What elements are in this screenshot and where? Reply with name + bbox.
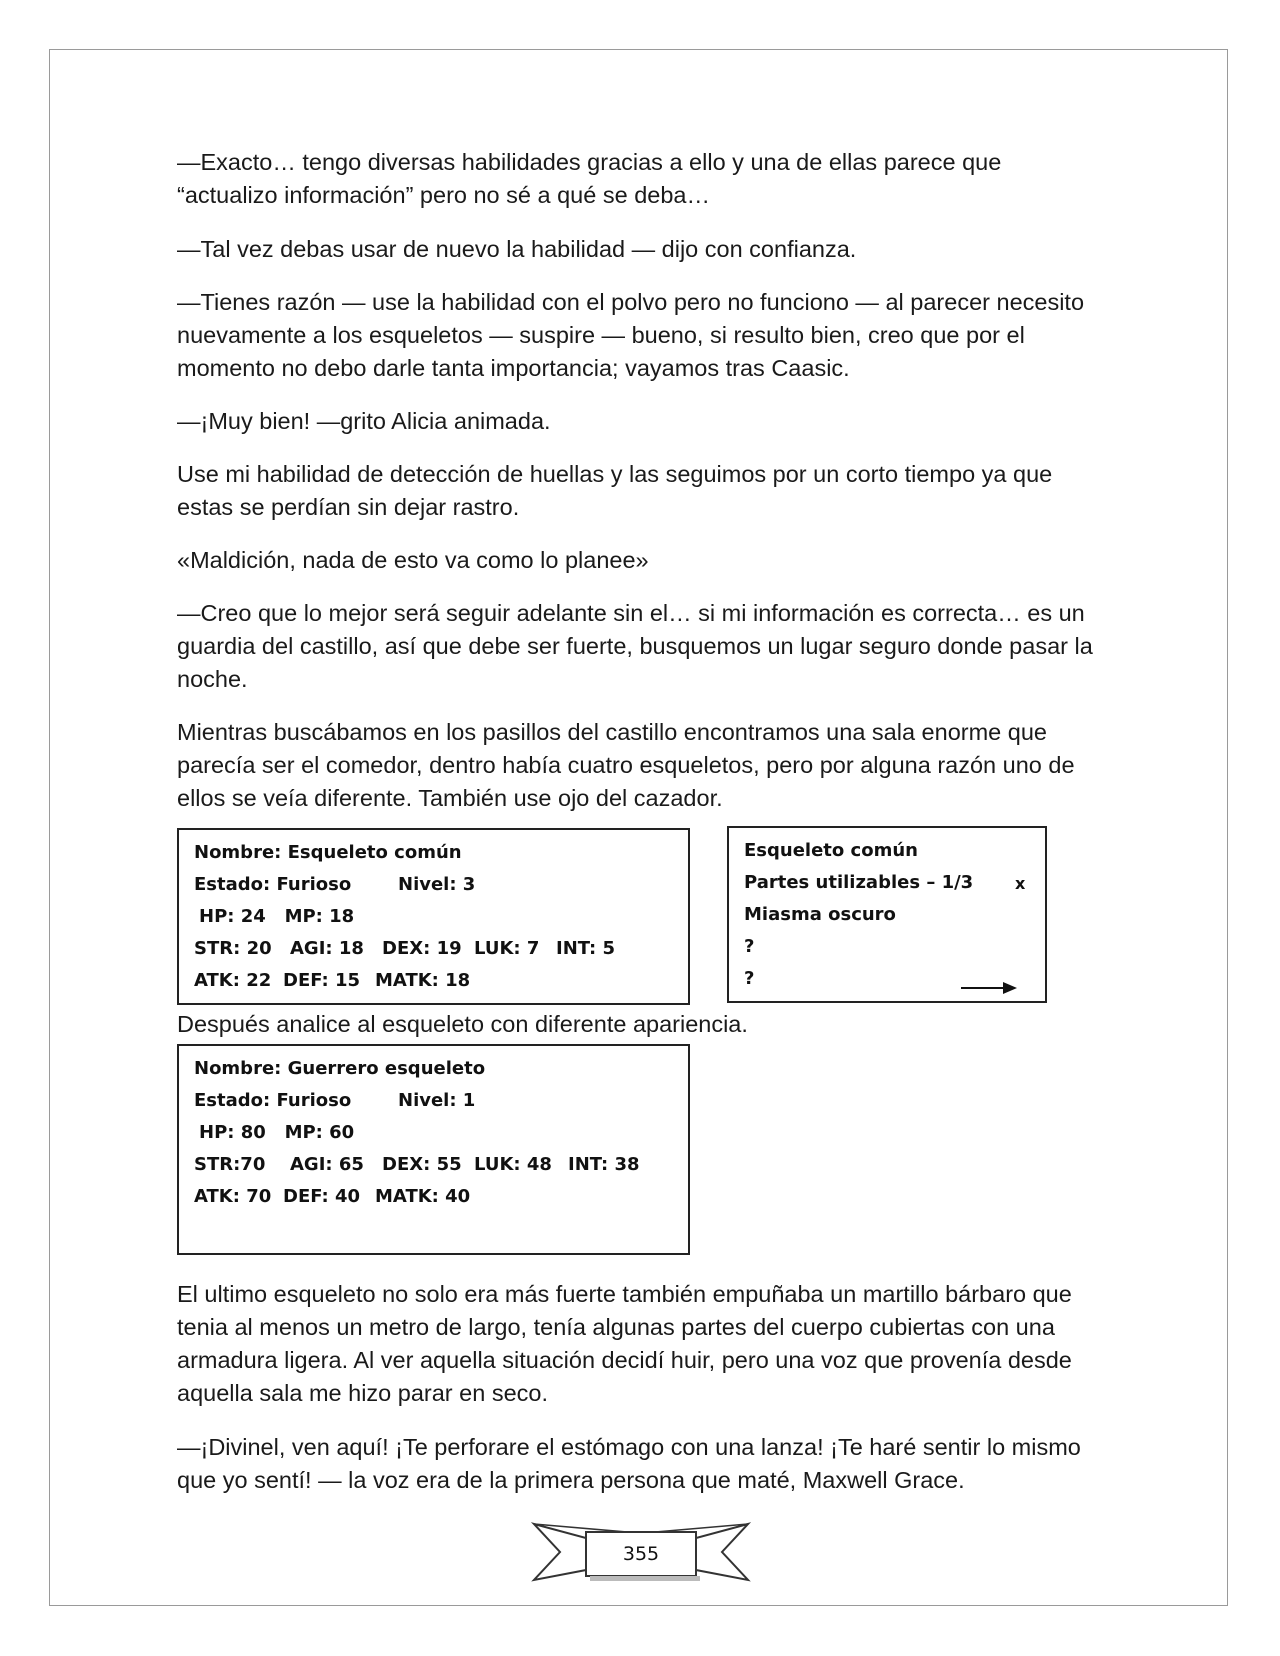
page-number: 355 — [622, 1543, 660, 1565]
paragraph-1: —Exacto… tengo diversas habilidades gracias a ello y una de ellas parece que “actualizo información” pero no sé a qué se deba… — [177, 149, 1002, 208]
stat-str: STR:70 — [194, 1154, 266, 1175]
stat-hp-mp: HP: 24 MP: 18 — [199, 906, 355, 927]
paragraph-5: Use mi habilidad de detección de huellas y las seguimos por un corto tiempo ya que estas se perdían sin dejar rastro. — [177, 461, 1053, 520]
stat-name: Nombre: Esqueleto común — [194, 842, 462, 863]
stat-luk: LUK: 48 — [474, 1154, 552, 1175]
parts-box — [727, 826, 1047, 1003]
paragraph-4: —¡Muy bien! —grito Alicia animada. — [177, 408, 551, 434]
stat-dex: DEX: 19 — [382, 938, 462, 959]
stats-box-common-skeleton — [177, 828, 690, 1005]
stat-int: INT: 38 — [568, 1154, 640, 1175]
stat-dex: DEX: 55 — [382, 1154, 462, 1175]
stat-int: INT: 5 — [556, 938, 616, 959]
paragraph-3: —Tienes razón — use la habilidad con el polvo pero no funciono — al parecer necesito nuevamente a los esqueletos — suspire — bueno, si resulto bien, creo que por el momento no debo darle tanta importancia; vayamos tras Caasic. — [177, 289, 1085, 381]
stat-def: DEF: 40 — [283, 1186, 361, 1207]
stat-state: Estado: Furioso — [194, 874, 352, 895]
paragraph-2: —Tal vez debas usar de nuevo la habilidad — dijo con confianza. — [177, 236, 857, 262]
stat-name: Nombre: Guerrero esqueleto — [194, 1058, 486, 1079]
stat-matk: MATK: 40 — [375, 1186, 471, 1207]
paragraph-7: —Creo que lo mejor será seguir adelante sin el… si mi información es correcta… es un guardia del castillo, así que debe ser fuerte, busquemos un lugar seguro donde pasar la noche. — [177, 600, 1093, 692]
parts-title: Esqueleto común — [744, 840, 918, 861]
stat-hp-mp: HP: 80 MP: 60 — [199, 1122, 355, 1143]
page-number-banner — [530, 1518, 752, 1590]
parts-item-3: ? — [744, 968, 755, 989]
parts-item-1: Miasma oscuro — [744, 904, 896, 925]
caption-after-box: Después analice al esqueleto con diferente apariencia. — [177, 1011, 748, 1037]
stat-agi: AGI: 65 — [290, 1154, 364, 1175]
stat-atk: ATK: 70 — [194, 1186, 272, 1207]
stat-luk: LUK: 7 — [474, 938, 540, 959]
arrow-right-icon[interactable] — [961, 980, 1017, 996]
parts-usable: Partes utilizables – 1/3 — [744, 872, 974, 893]
stat-atk: ATK: 22 — [194, 970, 272, 991]
stats-box-skeleton-warrior — [177, 1044, 690, 1255]
parts-item-2: ? — [744, 936, 755, 957]
paragraph-9: El ultimo esqueleto no solo era más fuerte también empuñaba un martillo bárbaro que tenia al menos un metro de largo, tenía algunas partes del cuerpo cubiertas con una armadura ligera. Al ver aquella situación decidí huir, pero una voz que provenía desde aquella sala me hizo parar en seco. — [177, 1281, 1072, 1406]
stat-state: Estado: Furioso — [194, 1090, 352, 1111]
stat-level: Nivel: 1 — [398, 1090, 476, 1111]
paragraph-8: Mientras buscábamos en los pasillos del castillo encontramos una sala enorme que parecía ser el comedor, dentro había cuatro esqueletos, pero por alguna razón uno de ellos se veía diferente. También use ojo del cazador. — [177, 719, 1075, 811]
stat-level: Nivel: 3 — [398, 874, 476, 895]
stat-agi: AGI: 18 — [290, 938, 364, 959]
stat-def: DEF: 15 — [283, 970, 361, 991]
paragraph-10: —¡Divinel, ven aquí! ¡Te perforare el estómago con una lanza! ¡Te haré sentir lo mismo que yo sentí! — la voz era de la primera persona que maté, Maxwell Grace. — [177, 1434, 1081, 1493]
stat-str: STR: 20 — [194, 938, 272, 959]
paragraph-6: «Maldición, nada de esto va como lo planee» — [177, 547, 649, 573]
close-icon[interactable]: x — [1015, 874, 1026, 893]
stat-matk: MATK: 18 — [375, 970, 471, 991]
